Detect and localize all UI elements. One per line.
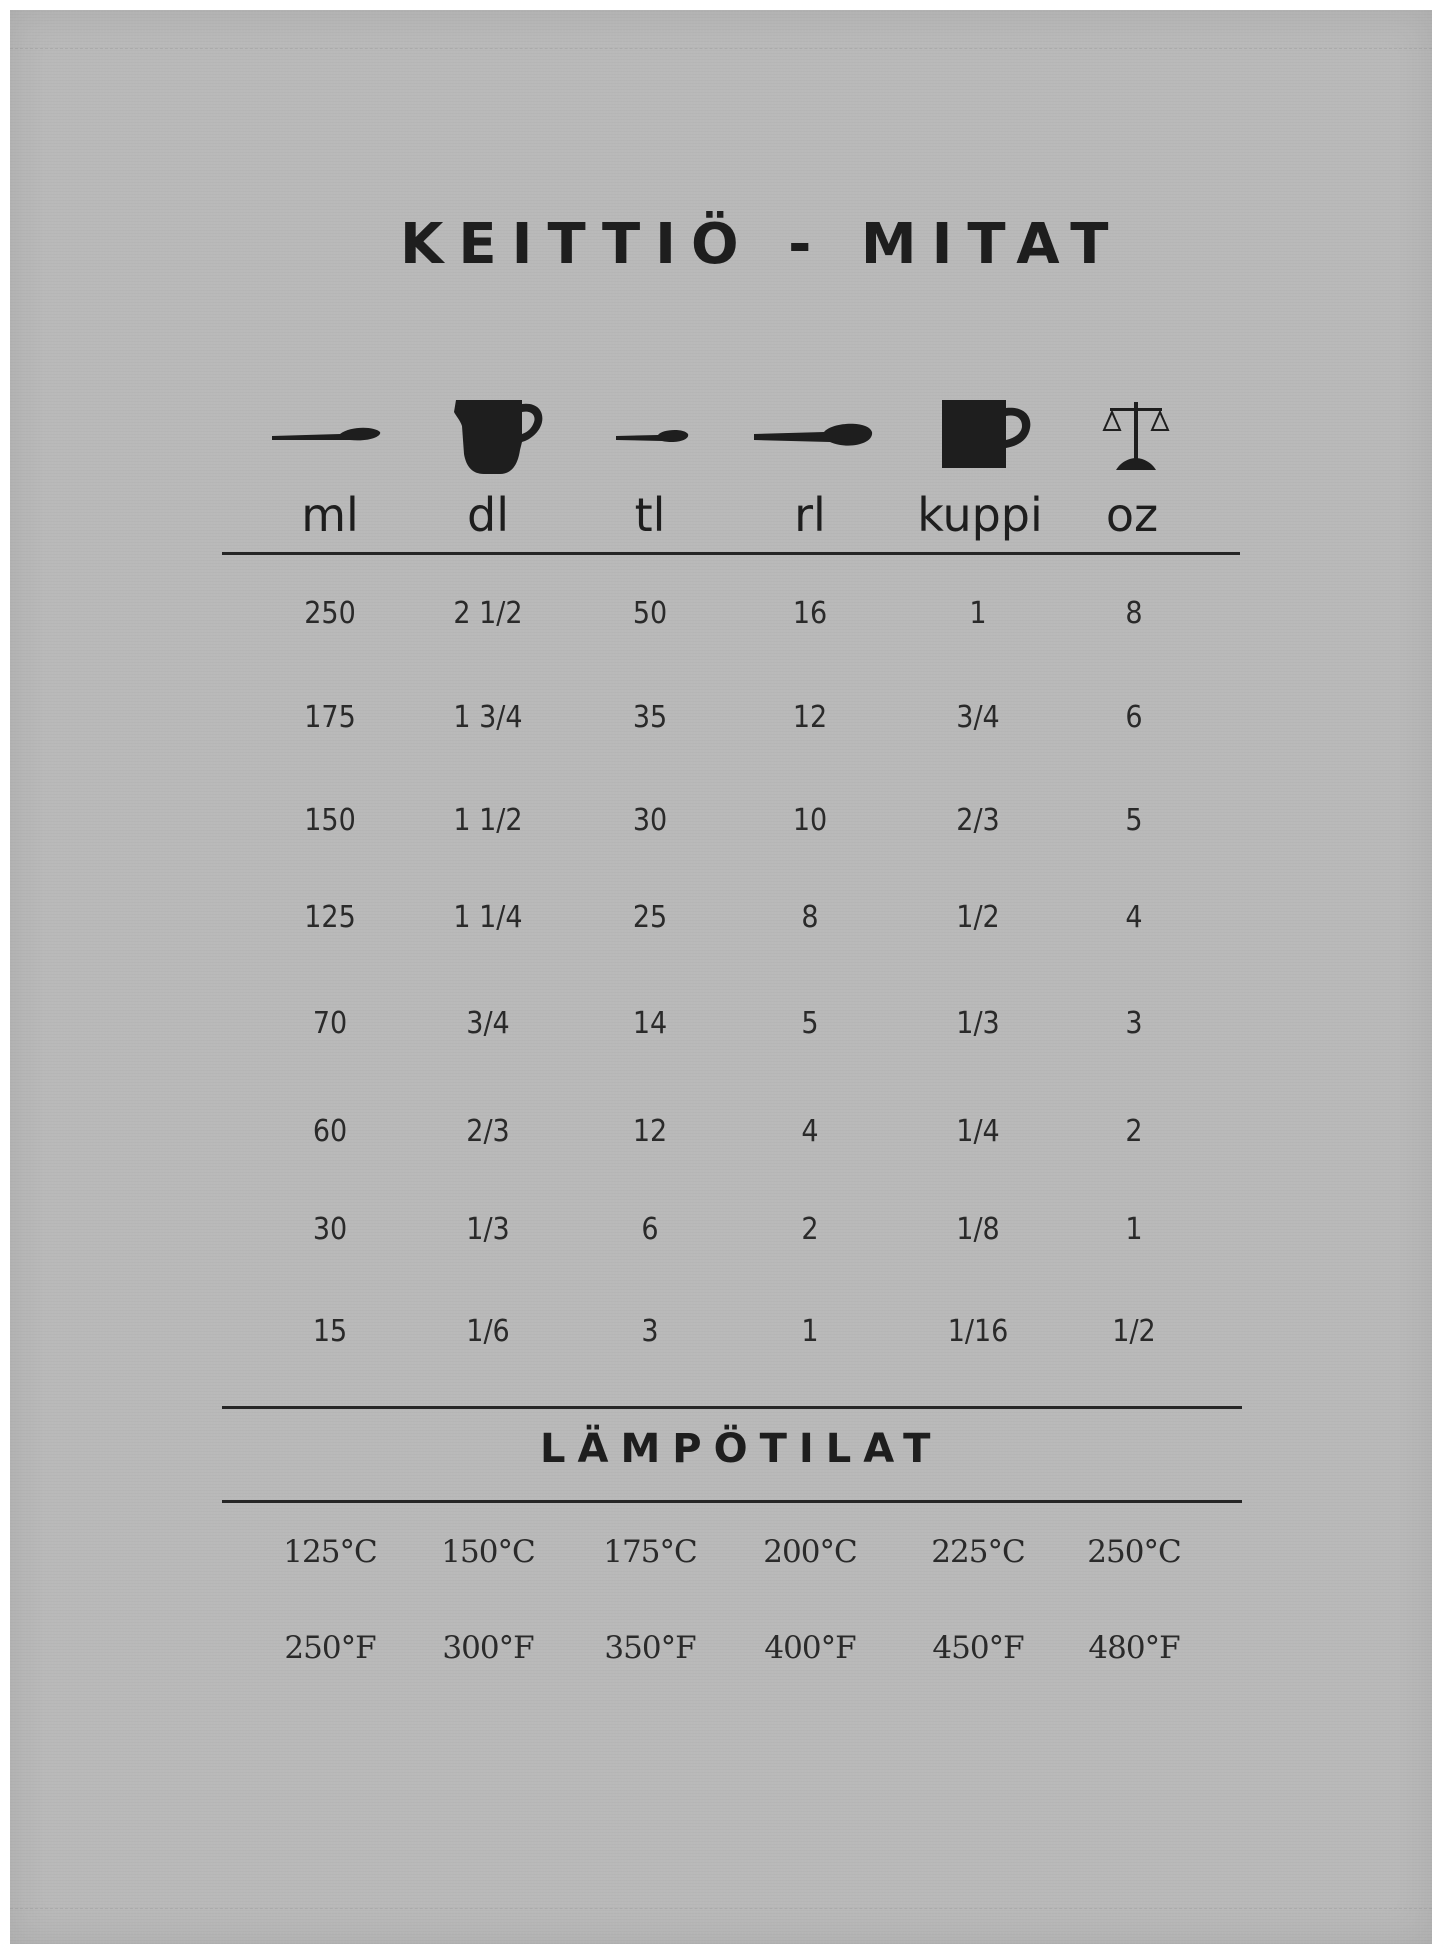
table-cell-oz: 2: [1125, 1114, 1143, 1149]
bottom-hem-stitch: [10, 1908, 1432, 1910]
column-header-ml: ml: [301, 488, 359, 542]
table-cell-dl: 2 1/2: [453, 596, 523, 631]
temperature-celsius: 200°C: [763, 1534, 857, 1570]
table-cell-dl: 1/6: [466, 1314, 510, 1349]
table-cell-ml: 15: [312, 1314, 348, 1349]
table-cell-dl: 3/4: [466, 1006, 510, 1041]
table-cell-oz: 4: [1125, 900, 1143, 935]
table-cell-oz: 8: [1125, 596, 1143, 631]
serving-spoon-icon: [752, 420, 874, 452]
table-cell-dl: 1 3/4: [453, 700, 523, 735]
table-cell-oz: 1: [1125, 1212, 1143, 1247]
table-cell-rl: 5: [801, 1006, 819, 1041]
top-hem-stitch: [10, 48, 1432, 50]
temperature-celsius: 150°C: [441, 1534, 535, 1570]
column-header-dl: dl: [467, 488, 509, 542]
table-cell-tl: 3: [641, 1314, 659, 1349]
table-cell-kuppi: 1/16: [947, 1314, 1009, 1349]
table-cell-rl: 2: [801, 1212, 819, 1247]
column-header-oz: oz: [1105, 488, 1159, 542]
table-cell-rl: 1: [801, 1314, 819, 1349]
header-divider: [222, 552, 1240, 555]
table-cell-oz: 6: [1125, 700, 1143, 735]
temperature-fahrenheit: 250°F: [284, 1630, 376, 1666]
table-cell-tl: 6: [641, 1212, 659, 1247]
temperature-celsius: 125°C: [283, 1534, 377, 1570]
temperature-fahrenheit: 450°F: [932, 1630, 1024, 1666]
table-cell-kuppi: 1/3: [956, 1006, 1000, 1041]
table-cell-kuppi: 1/8: [956, 1212, 1000, 1247]
column-header-rl: rl: [794, 488, 826, 542]
table-cell-ml: 30: [312, 1212, 348, 1247]
table-cell-rl: 10: [792, 803, 828, 838]
table-cell-rl: 16: [792, 596, 828, 631]
temperature-celsius: 175°C: [603, 1534, 697, 1570]
table-cell-kuppi: 2/3: [956, 803, 1000, 838]
temperature-fahrenheit: 350°F: [604, 1630, 696, 1666]
table-cell-dl: 1 1/4: [453, 900, 523, 935]
temperature-fahrenheit: 300°F: [442, 1630, 534, 1666]
table-cell-ml: 250: [304, 596, 356, 631]
teaspoon-icon: [614, 426, 690, 448]
table-cell-kuppi: 1/2: [956, 900, 1000, 935]
table-bottom-divider: [222, 1406, 1242, 1409]
tablespoon-icon: [270, 420, 382, 448]
table-cell-rl: 8: [801, 900, 819, 935]
table-cell-ml: 175: [304, 700, 356, 735]
table-cell-kuppi: 1/4: [956, 1114, 1000, 1149]
mug-icon: [940, 398, 1032, 470]
table-cell-tl: 50: [632, 596, 668, 631]
temperature-fahrenheit: 400°F: [764, 1630, 856, 1666]
temperature-fahrenheit: 480°F: [1088, 1630, 1180, 1666]
table-cell-tl: 30: [632, 803, 668, 838]
temperature-celsius: 250°C: [1087, 1534, 1181, 1570]
table-cell-oz: 3: [1125, 1006, 1143, 1041]
table-cell-oz: 1/2: [1112, 1314, 1156, 1349]
table-cell-ml: 60: [312, 1114, 348, 1149]
table-cell-tl: 35: [632, 700, 668, 735]
page-title: KEITTIÖ - MITAT: [400, 212, 1124, 277]
temperatures-divider: [222, 1500, 1242, 1503]
table-cell-tl: 25: [632, 900, 668, 935]
table-cell-ml: 70: [312, 1006, 348, 1041]
measuring-cup-icon: [450, 398, 546, 476]
table-cell-tl: 12: [632, 1114, 668, 1149]
table-cell-ml: 150: [304, 803, 356, 838]
table-cell-ml: 125: [304, 900, 356, 935]
table-cell-dl: 1 1/2: [453, 803, 523, 838]
temperatures-title: LÄMPÖTILAT: [540, 1426, 943, 1472]
table-cell-tl: 14: [632, 1006, 668, 1041]
table-cell-kuppi: 3/4: [956, 700, 1000, 735]
temperature-celsius: 225°C: [931, 1534, 1025, 1570]
table-cell-dl: 2/3: [466, 1114, 510, 1149]
scale-icon: [1100, 400, 1172, 472]
table-cell-rl: 12: [792, 700, 828, 735]
table-cell-kuppi: 1: [969, 596, 987, 631]
table-cell-dl: 1/3: [466, 1212, 510, 1247]
column-header-kuppi: kuppi: [917, 488, 1043, 542]
table-cell-oz: 5: [1125, 803, 1143, 838]
table-cell-rl: 4: [801, 1114, 819, 1149]
column-header-tl: tl: [634, 488, 666, 542]
